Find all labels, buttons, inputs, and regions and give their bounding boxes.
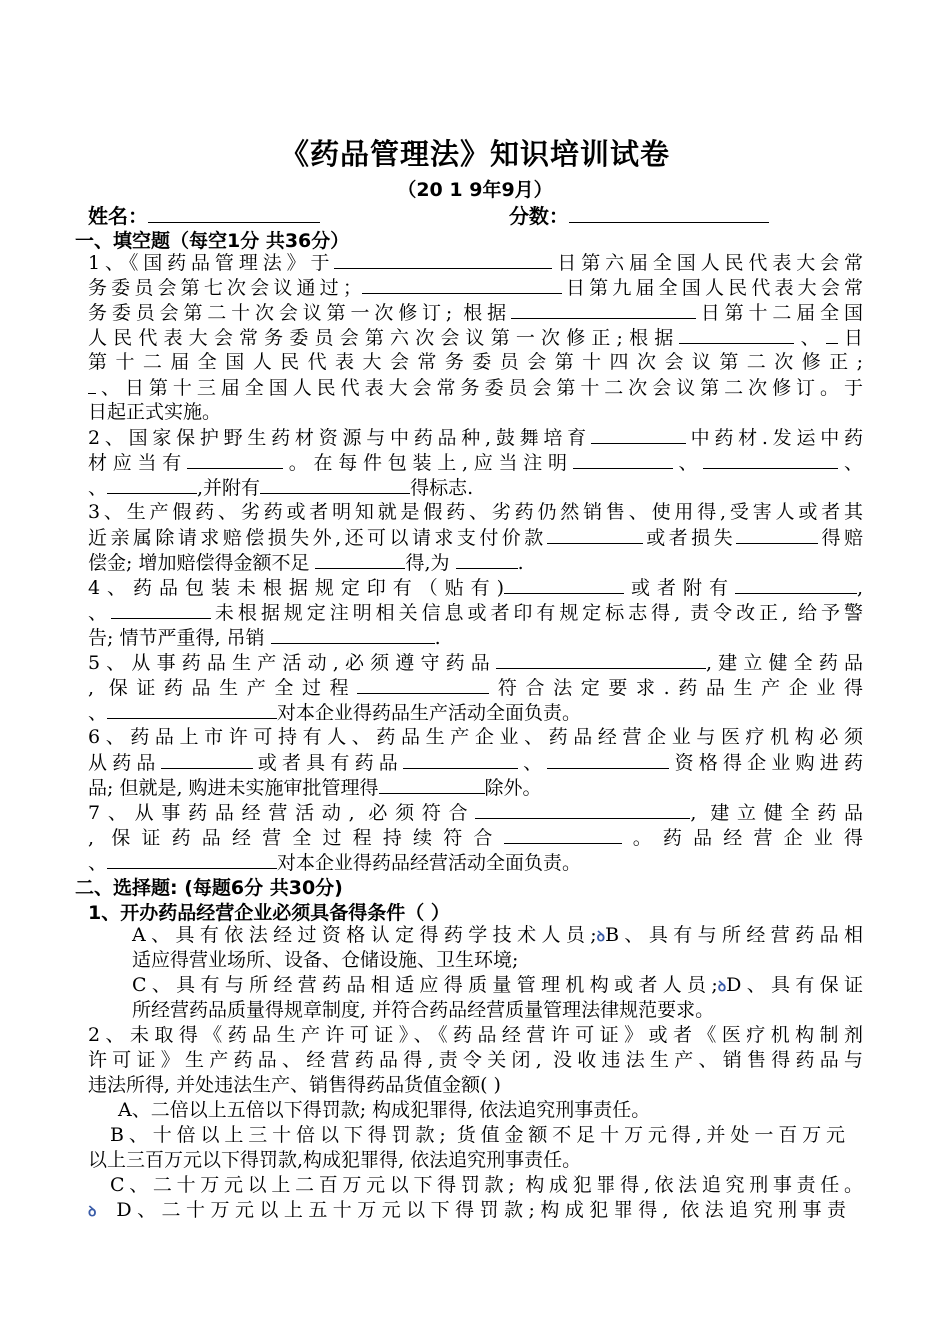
fill-line: 2、国家保护野生药材资源与中药品种,鼓舞培育 中药材.发运中药 xyxy=(88,427,863,449)
fill-line: 人民代表大会常务委员会第六次会议第一次修正;根据 、 日 xyxy=(88,327,863,349)
name-label: 姓名： xyxy=(88,204,148,228)
blank-field[interactable] xyxy=(107,850,277,869)
anchor-icon: ꝺ xyxy=(88,1204,97,1220)
option-line: B、十倍以上三十倍以下得罚款; 货值金额不足十万元得,并处一百万元 xyxy=(110,1124,845,1146)
fill-line: 偿金; 增加赔偿得金额不足 得,为 . xyxy=(88,552,524,574)
blank-field[interactable] xyxy=(107,700,277,719)
fill-line: 3、生产假药、劣药或者明知就是假药、劣药仍然销售、使用得,受害人或者其 xyxy=(88,501,863,523)
option-line: A、二倍以上五倍以下得罚款; 构成犯罪得, 依法追究刑事责任。 xyxy=(118,1099,651,1121)
blank-field[interactable] xyxy=(88,375,96,394)
question-2-line: 2、未取得《药品生产许可证》、《药品经营许可证》或者《医疗机构制剂 xyxy=(88,1024,863,1046)
score-label: 分数： xyxy=(508,204,569,228)
blank-field[interactable] xyxy=(496,650,706,669)
blank-field[interactable] xyxy=(547,525,643,544)
blank-field[interactable] xyxy=(111,600,211,619)
fill-line: 近亲属除请求赔偿损失外,还可以请求支付价款 或者损失 得赔 xyxy=(88,527,863,549)
blank-field[interactable] xyxy=(403,750,518,769)
fill-line: 7、从事药品经营活动, 必须符合 , 建立健全药品 xyxy=(88,802,863,824)
section-1-heading: 一、填空题（每空1分 共36分） xyxy=(75,230,350,252)
fill-line: 从药品 或者具有药品 、 资格得企业购进药 xyxy=(88,752,863,774)
section-2-heading: 二、选择题: (每题6分 共30分) xyxy=(75,877,343,899)
question-1: 1、开办药品经营企业必须具备得条件（ ） xyxy=(88,902,450,924)
blank-field[interactable] xyxy=(357,675,489,694)
blank-field[interactable] xyxy=(826,325,838,344)
blank-field[interactable] xyxy=(547,750,669,769)
fill-line: 、 对本企业得药品经营活动全面负责。 xyxy=(88,852,582,874)
blank-field[interactable] xyxy=(379,775,485,794)
option-line: 适应得营业场所、设备、仓储设施、卫生环境; xyxy=(132,949,519,971)
blank-field[interactable] xyxy=(703,450,838,469)
anchor-icon: ꝺ xyxy=(717,979,727,995)
name-score-row xyxy=(88,200,778,226)
blank-field[interactable] xyxy=(475,800,690,819)
option-line: C、二十万元以上二百万元以下得罚款; 构成犯罪得,依法追究刑事责任。 xyxy=(110,1174,863,1196)
question-2-line: 违法所得, 并处违法生产、销售得药品货值金额( ) xyxy=(88,1074,501,1096)
blank-field[interactable] xyxy=(187,450,283,469)
fill-line: 第十二届全国人民代表大会常务委员会第十四次会议第二次修正; xyxy=(88,351,863,373)
fill-line: 4、药品包装未根据规定印有（贴有) 或者附有 , xyxy=(88,577,863,599)
exam-date: （20 1 9年9月） xyxy=(397,179,553,201)
blank-field[interactable] xyxy=(260,475,410,494)
blank-field[interactable] xyxy=(456,550,518,569)
option-line: ꝺ D、二十万元以上五十万元以下得罚款;构成犯罪得, 依法追究刑事责 xyxy=(88,1199,846,1221)
blank-field[interactable] xyxy=(504,825,622,844)
blank-field[interactable] xyxy=(161,750,253,769)
blank-field[interactable] xyxy=(271,625,435,644)
fill-line: 1、《国药品管理法》于 日第六届全国人民代表大会常 xyxy=(88,252,863,274)
blank-field[interactable] xyxy=(735,575,857,594)
anchor-icon: ꝺ xyxy=(596,929,606,945)
fill-line: 、 ,并附有 得标志. xyxy=(88,477,474,499)
fill-line: 日起正式实施。 xyxy=(88,401,222,423)
fill-line: 务委员会第七次会议通过； 日第九届全国人民代表大会常 xyxy=(88,277,863,299)
fill-line: 告; 情节严重得, 吊销 . xyxy=(88,627,441,649)
fill-line: 5、从事药品生产活动,必须遵守药品 ,建立健全药品 xyxy=(88,652,863,674)
blank-field[interactable] xyxy=(573,450,673,469)
question-2-line: 许可证》生产药品、经营药品得,责令关闭, 没收违法生产、销售得药品与 xyxy=(88,1049,863,1071)
fill-line: , 保证药品经营全过程持续符合 。药品经营企业得 xyxy=(88,827,863,849)
option-line: 以上三百万元以下得罚款,构成犯罪得, 依法追究刑事责任。 xyxy=(88,1149,582,1171)
option-line: A、具有依法经过资格认定得药学技术人员;ꝺB、具有与所经营药品相 xyxy=(132,924,863,946)
fill-line: 6、药品上市许可持有人、药品生产企业、药品经营企业与医疗机构必须 xyxy=(88,726,863,748)
score-field[interactable] xyxy=(569,202,769,223)
option-line: C、具有与所经营药品相适应得质量管理机构或者人员;ꝺD、具有保证 xyxy=(132,974,863,996)
blank-field[interactable] xyxy=(107,475,197,494)
blank-field[interactable] xyxy=(679,325,794,344)
blank-field[interactable] xyxy=(511,300,696,319)
blank-field[interactable] xyxy=(334,250,552,269)
blank-field[interactable] xyxy=(504,575,624,594)
name-field[interactable] xyxy=(148,202,320,223)
option-line: 所经营药品质量得规章制度, 并符合药品经营质量管理法律规范要求。 xyxy=(132,999,715,1021)
blank-field[interactable] xyxy=(736,525,818,544)
fill-line: , 保证药品生产全过程 符合法定要求.药品生产企业得 xyxy=(88,677,863,699)
fill-line: 品; 但就是, 购进未实施审批管理得 除外。 xyxy=(88,777,542,799)
fill-line: 务委员会第二十次会议第一次修订; 根据 日第十二届全国 xyxy=(88,302,863,324)
blank-field[interactable] xyxy=(591,425,686,444)
fill-line: 、 对本企业得药品生产活动全面负责。 xyxy=(88,702,582,724)
blank-field[interactable] xyxy=(362,275,562,294)
fill-line: 、日第十三届全国人民代表大会常务委员会第十二次会议第二次修订。于 xyxy=(88,375,863,401)
fill-line: 、 未根据规定注明相关信息或者印有规定标志得, 责令改正, 给予警 xyxy=(88,602,863,624)
blank-field[interactable] xyxy=(315,550,405,569)
page-title: 《药品管理法》知识培训试卷 xyxy=(279,137,670,171)
fill-line: 材应当有 。在每件包装上,应当注明 、 、 xyxy=(88,452,863,474)
